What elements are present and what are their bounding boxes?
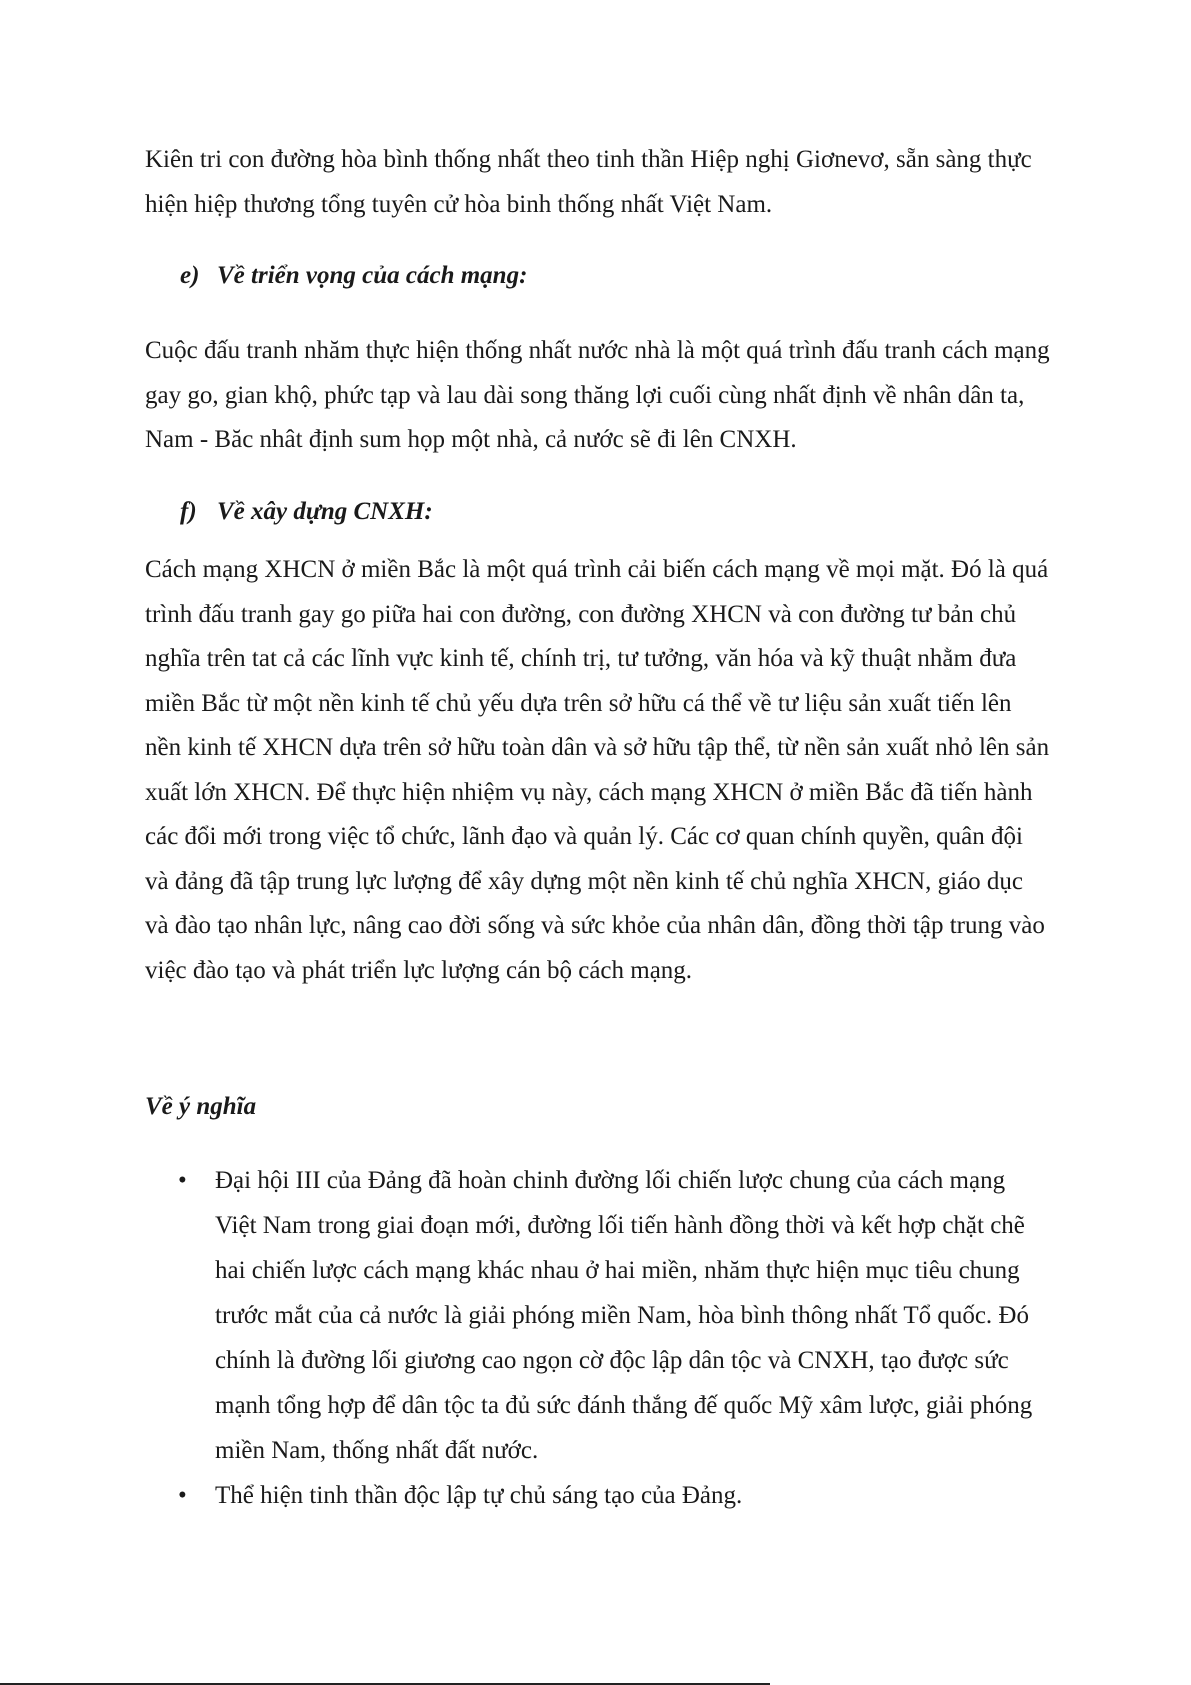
bullet-point: •	[178, 1167, 187, 1194]
list-item	[145, 1158, 1050, 1473]
paragraph-socialist-revolution-north: Cách mạng XHCN ở miền Bắc là một quá trình cải biến cách mạng về mọi mặt. Đó là quá trình đấu tranh gay go piữa hai con đường, con đường XHCN và con đường tư bản chủ nghĩa trên tat cả các lĩnh vực kinh tế, chính trị, tư tưởng, văn hóa và kỹ thuật nhằm đưa miền Bắc từ một nền kinh tế chủ yếu dựa trên sở hữu cá thể về tư liệu sản xuất tiến lên nền kinh tế XHCN dựa trên sở hữu toàn dân và sở hữu tập thể, từ nền sản xuất nhỏ lên sản xuất lớn XHCN. Để thực hiện nhiệm vụ này, cách mạng XHCN ở miền Bắc đã tiến hành các đổi mới trong việc tổ chức, lãnh đạo và quản lý. Các cơ quan chính quyền, quân đội và đảng đã tập trung lực lượng để xây dựng một nền kinh tế chủ nghĩa XHCN, giáo dục và đào tạo nhân lực, nâng cao đời sống và sức khỏe của nhân dân, đồng thời tập trung vào việc đào tạo và phát triển lực lượng cán bộ cách mạng.	[145, 556, 1050, 984]
heading-text-f: Về xây dựng CNXH:	[217, 498, 433, 525]
list-item	[145, 1473, 1050, 1518]
paragraph-reunification-struggle: Cuộc đấu tranh nhăm thực hiện thống nhất nước nhà là một quá trình đấu tranh cách mạng gay go, gian khộ, phức tạp và lau dài song thăng lợi cuối cùng nhất định về nhân dân ta, Nam - Băc nhât định sum họp một nhà, cả nước sẽ đi lên CNXH.	[145, 337, 1050, 453]
heading-marker-f: f)	[180, 498, 197, 525]
heading-revolution-prospects	[180, 254, 527, 298]
heading-significance: Về ý nghĩa	[145, 1093, 257, 1120]
heading-marker-e: e)	[180, 262, 200, 289]
heading-building-socialism	[180, 490, 433, 534]
heading-text-e: Về triển vọng của cách mạng:	[217, 262, 528, 289]
bullet-point: •	[178, 1482, 187, 1509]
paragraph-peaceful-reunification: Kiên tri con đường hòa bình thống nhất theo tinh thần Hiệp nghị Giơnevơ, sẵn sàng thực hiện hiệp thương tổng tuyên cử hòa binh thống nhất Việt Nam.	[145, 146, 1032, 218]
significance-list	[145, 1158, 1050, 1518]
list-item-text: Đại hội III của Đảng đã hoàn chinh đường lối chiến lược chung của cách mạng Việt Nam trong giai đoạn mới, đường lối tiến hành đồng thời và kết hợp chặt chẽ hai chiến lược cách mạng khác nhau ở hai miền, nhăm thực hiện mục tiêu chung trước mắt của cả nước là giải phóng miền Nam, hòa bình thông nhất Tổ quốc. Đó chính là đường lối giương cao ngọn cờ độc lập dân tộc và CNXH, tạo được sức mạnh tổng hợp để dân tộc ta đủ sức đánh thắng đế quốc Mỹ xâm lược, giải phóng miền Nam, thống nhất đất nước.	[215, 1167, 1033, 1464]
list-item-text: Thể hiện tinh thần độc lập tự chủ sáng tạo của Đảng.	[215, 1482, 743, 1509]
